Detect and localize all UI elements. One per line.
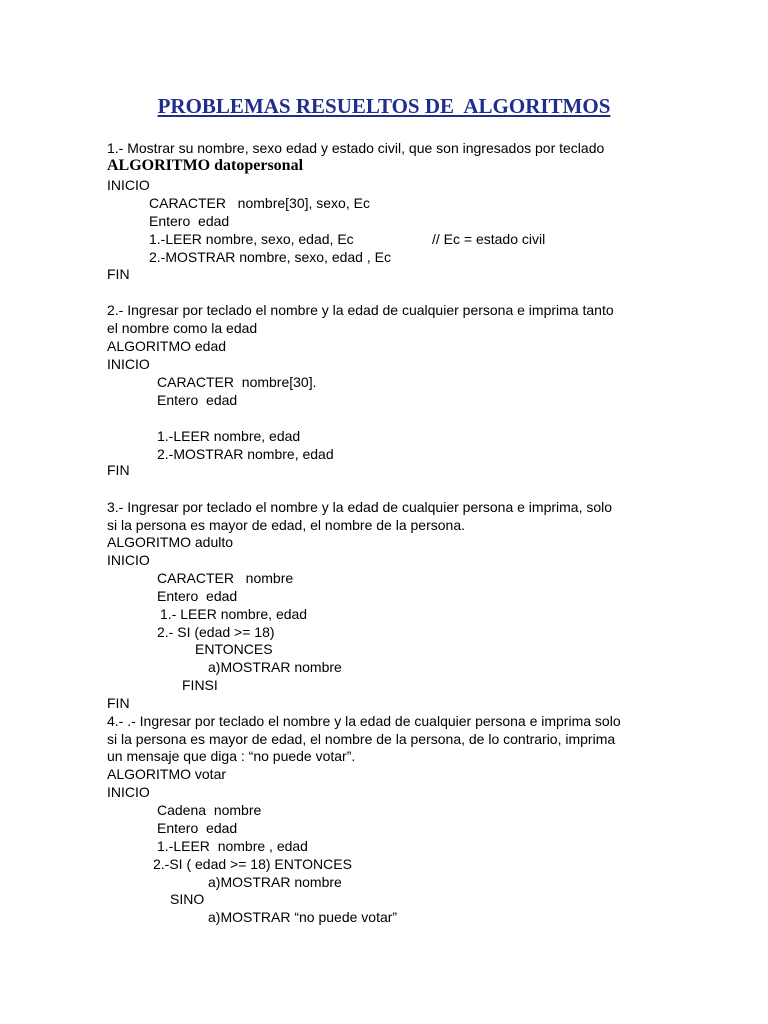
- problem-4-inicio: INICIO: [107, 784, 150, 800]
- problem-1-inicio: INICIO: [107, 177, 150, 193]
- problem-2-fin: FIN: [107, 462, 130, 478]
- problem-3-step-si: 2.- SI (edad >= 18): [157, 624, 275, 640]
- problem-4-step-leer: 1.-LEER nombre , edad: [157, 838, 308, 854]
- problem-4-statement-line-2: si la persona es mayor de edad, el nombre de la persona, de lo contrario, imprima: [107, 731, 616, 747]
- problem-3-decl-caracter: CARACTER nombre: [157, 570, 294, 586]
- problem-1-algorithm-name: ALGORITMO datopersonal: [107, 157, 304, 174]
- page-title: PROBLEMAS RESUELTOS DE ALGORITMOS: [157, 94, 611, 118]
- problem-1-step-mostrar: 2.-MOSTRAR nombre, sexo, edad , Ec: [149, 249, 391, 265]
- problem-3-statement-line-1: 3.- Ingresar por teclado el nombre y la edad de cualquier persona e imprima, solo: [107, 499, 613, 515]
- problem-4-algorithm-name: ALGORITMO votar: [107, 766, 227, 782]
- problem-4-decl-cadena: Cadena nombre: [157, 802, 262, 818]
- problem-3-fin: FIN: [107, 695, 130, 711]
- problem-2-statement-line-2: el nombre como la edad: [107, 320, 258, 336]
- problem-1-decl-caracter: CARACTER nombre[30], sexo, Ec: [149, 195, 370, 211]
- problem-3-inicio: INICIO: [107, 552, 150, 568]
- problem-4-sino: SINO: [170, 891, 205, 907]
- problem-2-algorithm-name: ALGORITMO edad: [107, 338, 227, 354]
- problem-2-step-leer: 1.-LEER nombre, edad: [157, 428, 301, 444]
- problem-4-decl-entero: Entero edad: [157, 820, 238, 836]
- problem-1-decl-entero: Entero edad: [149, 213, 230, 229]
- problem-3-step-leer: 1.- LEER nombre, edad: [160, 606, 308, 622]
- problem-3-statement-line-2: si la persona es mayor de edad, el nombre de la persona.: [107, 517, 465, 533]
- problem-1-statement: 1.- Mostrar su nombre, sexo edad y estado civil, que son ingresados por teclado: [107, 140, 605, 156]
- problem-2-statement-line-1: 2.- Ingresar por teclado el nombre y la edad de cualquier persona e imprima tanto: [107, 302, 614, 318]
- problem-4-action-mostrar: a)MOSTRAR nombre: [208, 874, 342, 890]
- problem-4-statement-line-1: 4.- .- Ingresar por teclado el nombre y la edad de cualquier persona e imprima solo: [107, 713, 621, 729]
- problem-4-action-no-puede-votar: a)MOSTRAR “no puede votar”: [208, 909, 398, 925]
- problem-1-comment: // Ec = estado civil: [432, 231, 546, 247]
- problem-3-entonces: ENTONCES: [195, 641, 273, 657]
- problem-3-finsi: FINSI: [182, 677, 218, 693]
- problem-4-step-si: 2.-SI ( edad >= 18) ENTONCES: [153, 856, 352, 872]
- problem-2-step-mostrar: 2.-MOSTRAR nombre, edad: [157, 446, 334, 462]
- problem-2-decl-entero: Entero edad: [157, 392, 238, 408]
- problem-3-action-mostrar: a)MOSTRAR nombre: [208, 659, 342, 675]
- problem-3-decl-entero: Entero edad: [157, 588, 238, 604]
- problem-2-decl-caracter: CARACTER nombre[30].: [157, 374, 317, 390]
- problem-4-statement-line-3: un mensaje que diga : “no puede votar”.: [107, 748, 356, 764]
- problem-1-fin: FIN: [107, 266, 130, 282]
- problem-2-inicio: INICIO: [107, 356, 150, 372]
- problem-3-algorithm-name: ALGORITMO adulto: [107, 534, 234, 550]
- problem-1-step-leer: 1.-LEER nombre, sexo, edad, Ec: [149, 231, 354, 247]
